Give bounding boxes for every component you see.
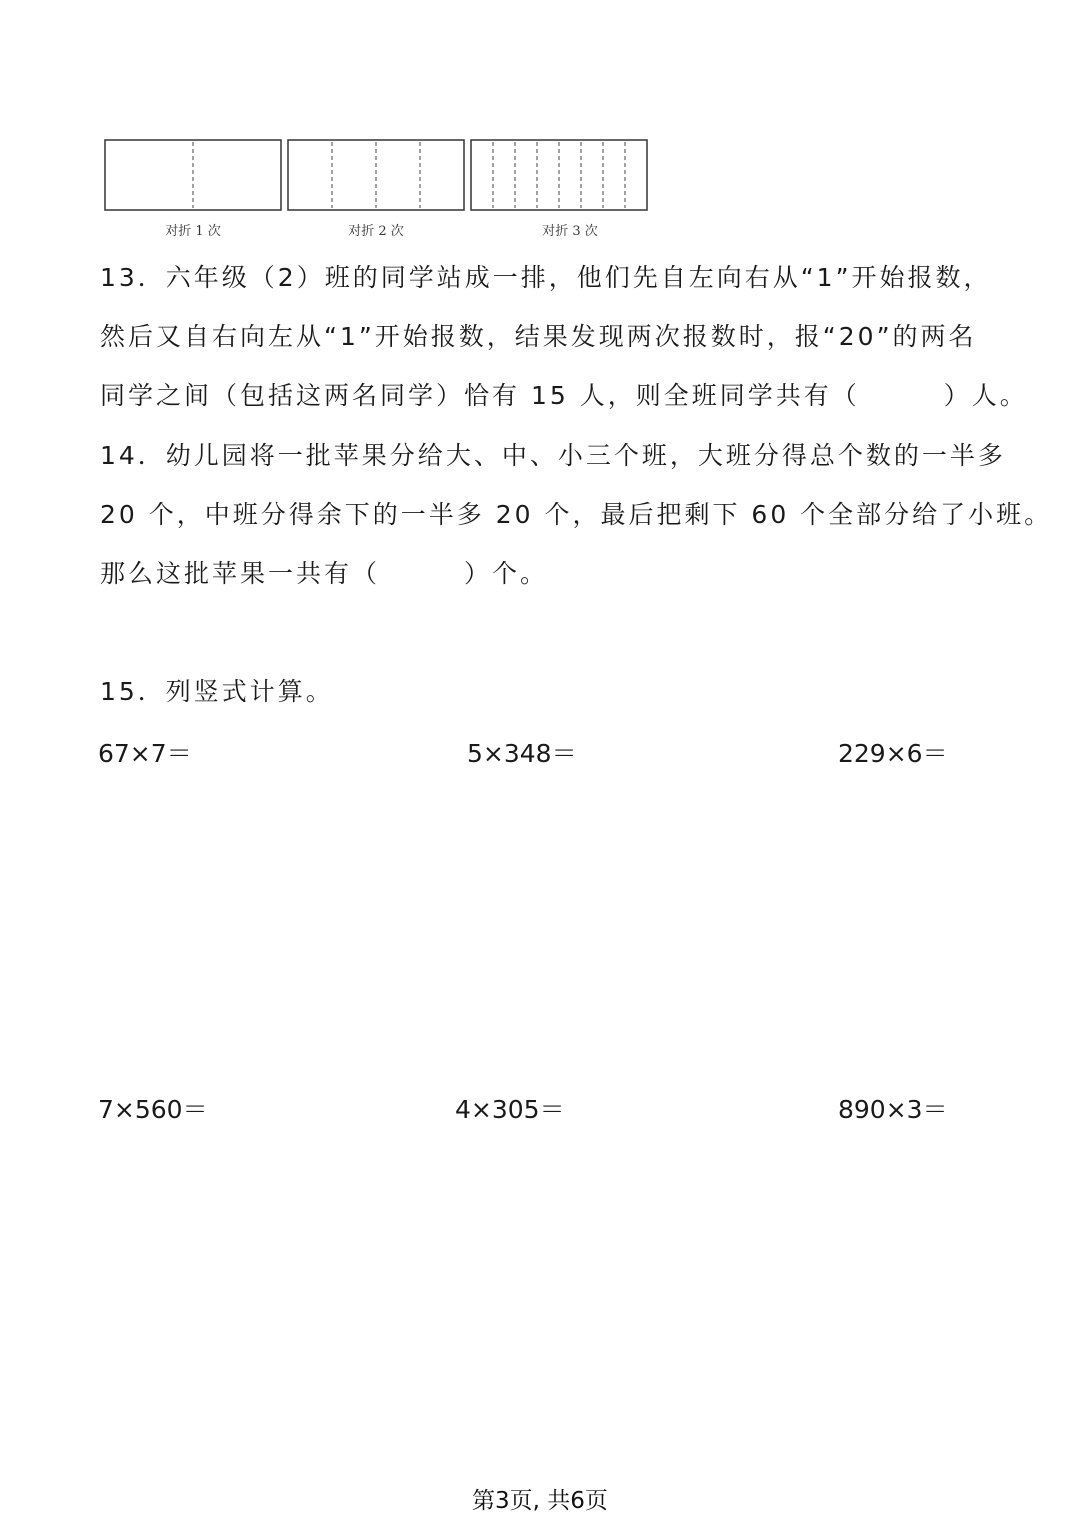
calc-5: 4×305＝ [455,1095,565,1124]
q14-line-2: 20 个，中班分得余下的一半多 20 个，最后把剩下 60 个全部分给了小班。 [100,500,1053,529]
calc-1: 67×7＝ [98,739,192,768]
calc-3: 229×6＝ [838,739,948,768]
fold-lines-group [193,142,625,208]
fold-caption-1: 对折 1 次 [165,224,221,239]
calc-4: 7×560＝ [98,1095,208,1124]
q15-title: 15．列竖式计算。 [100,677,334,706]
q14-line-3: 那么这批苹果一共有（ ）个。 [100,559,549,588]
page-number: 第3页, 共6页 [472,1488,608,1514]
paper-fold-diagram [104,138,648,246]
calc-2: 5×348＝ [467,739,577,768]
fold-diagram-svg [104,138,648,246]
q14-line-1: 14．幼儿园将一批苹果分给大、中、小三个班，大班分得总个数的一半多 [100,441,1006,470]
fold-caption-3: 对折 3 次 [542,224,598,239]
q13-line-2: 然后又自右向左从“1”开始报数，结果发现两次报数时，报“20”的两名 [100,322,977,351]
calc-6: 890×3＝ [838,1095,948,1124]
q13-line-3: 同学之间（包括这两名同学）恰有 15 人，则全班同学共有（ ）人。 [100,381,1028,410]
fold-caption-2: 对折 2 次 [348,224,404,239]
q13-line-1: 13．六年级（2）班的同学站成一排，他们先自左向右从“1”开始报数， [100,263,992,292]
